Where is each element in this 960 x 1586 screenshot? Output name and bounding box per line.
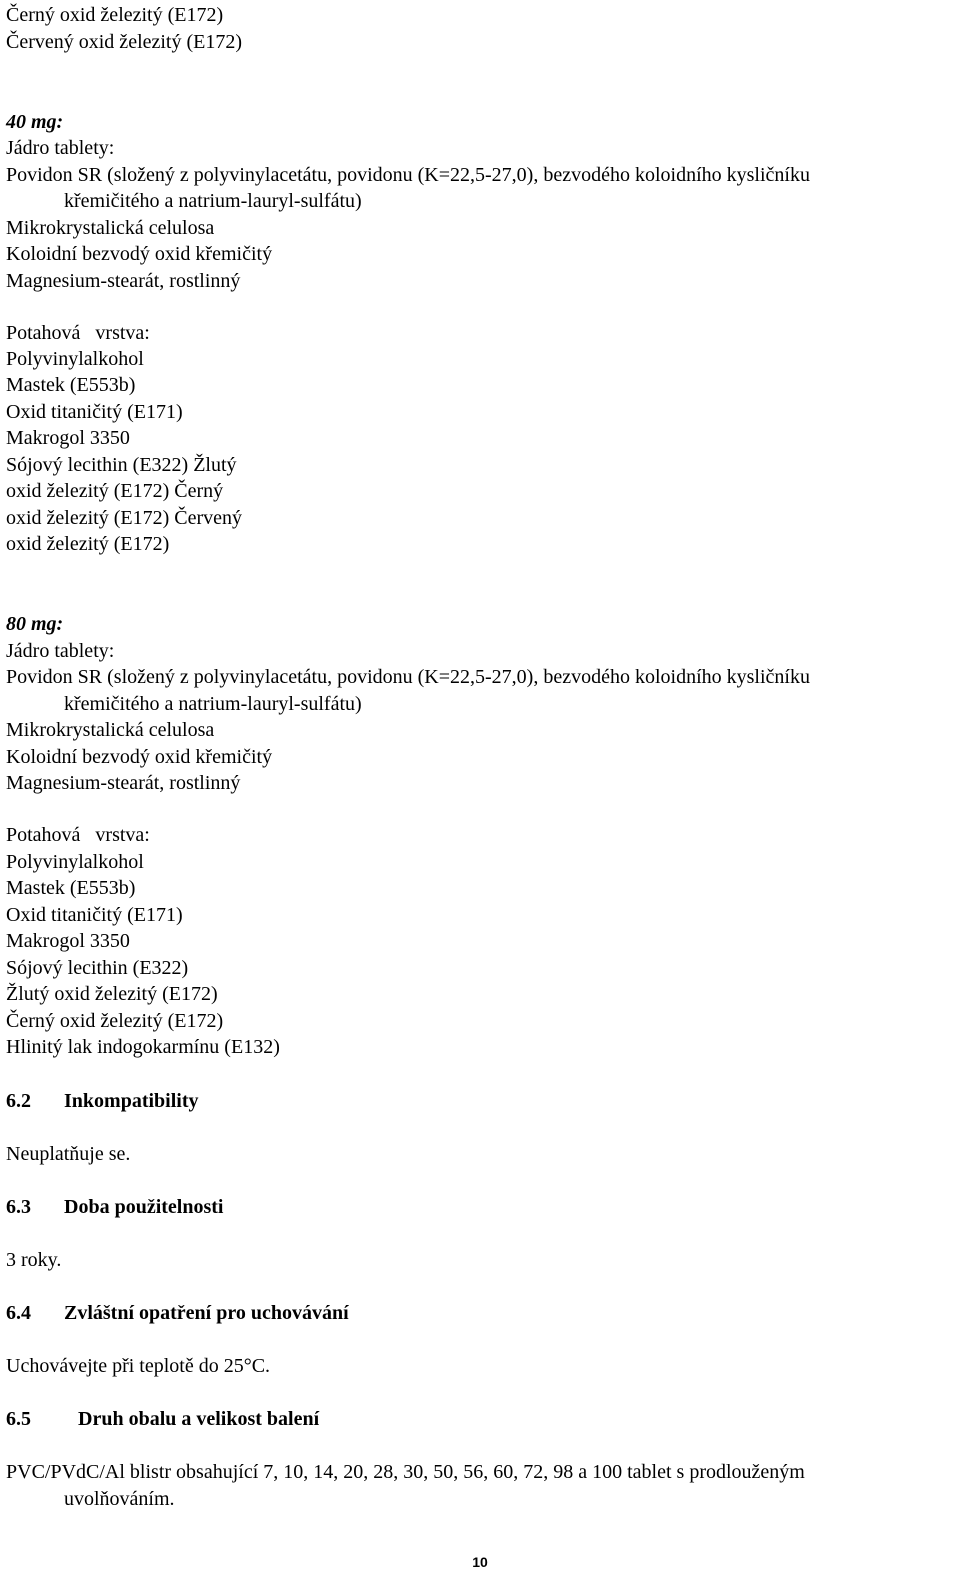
- coating-ingredient-line: Černý oxid železitý (E172): [6, 1010, 224, 1032]
- section-heading-6-2: [6, 1088, 906, 1114]
- coating-ingredient-line: Sójový lecithin (E322) Žlutý: [6, 454, 237, 476]
- section-title: Zvláštní opatření pro uchovávání: [64, 1302, 349, 1324]
- core-ingredient-line: Mikrokrystalická celulosa: [6, 719, 215, 741]
- coating-ingredient-line: Mastek (E553b): [6, 877, 136, 899]
- section-title: Doba použitelnosti: [64, 1196, 224, 1218]
- core-ingredient-line: Povidon SR (složený z polyvinylacetátu, povidonu (K=22,5-27,0), bezvodého koloidního kysličníku: [6, 164, 810, 186]
- core-ingredient-line: Magnesium-stearát, rostlinný: [6, 270, 241, 292]
- section-text: Uchovávejte při teplotě do 25°C.: [6, 1355, 271, 1377]
- core-label: Jádro tablety:: [6, 640, 115, 662]
- core-ingredient-line: Mikrokrystalická celulosa: [6, 217, 215, 239]
- section-title: Druh obalu a velikost balení: [78, 1408, 320, 1430]
- core-ingredient-line: Koloidní bezvodý oxid křemičitý: [6, 243, 273, 265]
- coating-ingredient-line: Makrogol 3350: [6, 427, 130, 449]
- coating-ingredient-line: Makrogol 3350: [6, 930, 130, 952]
- core-ingredient-line: Koloidní bezvodý oxid křemičitý: [6, 746, 273, 768]
- ingredient-line: Červený oxid železitý (E172): [6, 31, 243, 53]
- core-ingredient-line-cont: křemičitého a natrium-lauryl-sulfátu): [64, 190, 362, 212]
- coating-label: Potahová vrstva:: [6, 824, 150, 846]
- section-text: PVC/PVdC/Al blistr obsahující 7, 10, 14, 20, 28, 30, 50, 56, 60, 72, 98 a 100 tablet s prodlouženým: [6, 1461, 805, 1483]
- coating-ingredient-line: Oxid titaničitý (E171): [6, 904, 183, 926]
- section-number: 6.2: [6, 1090, 31, 1112]
- section-number: 6.3: [6, 1196, 31, 1218]
- section-text: Neuplatňuje se.: [6, 1143, 131, 1165]
- coating-ingredient-line: Žlutý oxid železitý (E172): [6, 983, 218, 1005]
- dose-heading-80mg: 80 mg:: [6, 613, 64, 635]
- dose-heading-40mg: 40 mg:: [6, 111, 64, 133]
- section-title: Inkompatibility: [64, 1090, 199, 1112]
- core-ingredient-line: Magnesium-stearát, rostlinný: [6, 772, 241, 794]
- coating-ingredient-line: oxid železitý (E172): [6, 533, 170, 555]
- section-text: 3 roky.: [6, 1249, 62, 1271]
- section-text-cont: uvolňováním.: [64, 1488, 175, 1510]
- section-heading-6-3: [6, 1194, 906, 1220]
- core-ingredient-line: Povidon SR (složený z polyvinylacetátu, povidonu (K=22,5-27,0), bezvodého koloidního kysličníku: [6, 666, 810, 688]
- section-number: 6.4: [6, 1302, 31, 1324]
- coating-ingredient-line: Hlinitý lak indogokarmínu (E132): [6, 1036, 280, 1058]
- section-number: 6.5: [6, 1408, 31, 1430]
- coating-ingredient-line: Polyvinylalkohol: [6, 348, 144, 370]
- coating-ingredient-line: Mastek (E553b): [6, 374, 136, 396]
- section-heading-6-5: [6, 1406, 906, 1432]
- coating-ingredient-line: oxid železitý (E172) Černý: [6, 480, 224, 502]
- ingredient-line: Černý oxid železitý (E172): [6, 4, 224, 26]
- coating-label: Potahová vrstva:: [6, 322, 150, 344]
- section-heading-6-4: [6, 1300, 906, 1326]
- page-number: 10: [472, 1554, 488, 1570]
- coating-ingredient-line: Sójový lecithin (E322): [6, 957, 189, 979]
- core-ingredient-line-cont: křemičitého a natrium-lauryl-sulfátu): [64, 693, 362, 715]
- coating-ingredient-line: Oxid titaničitý (E171): [6, 401, 183, 423]
- core-label: Jádro tablety:: [6, 137, 115, 159]
- coating-ingredient-line: oxid železitý (E172) Červený: [6, 507, 243, 529]
- coating-ingredient-line: Polyvinylalkohol: [6, 851, 144, 873]
